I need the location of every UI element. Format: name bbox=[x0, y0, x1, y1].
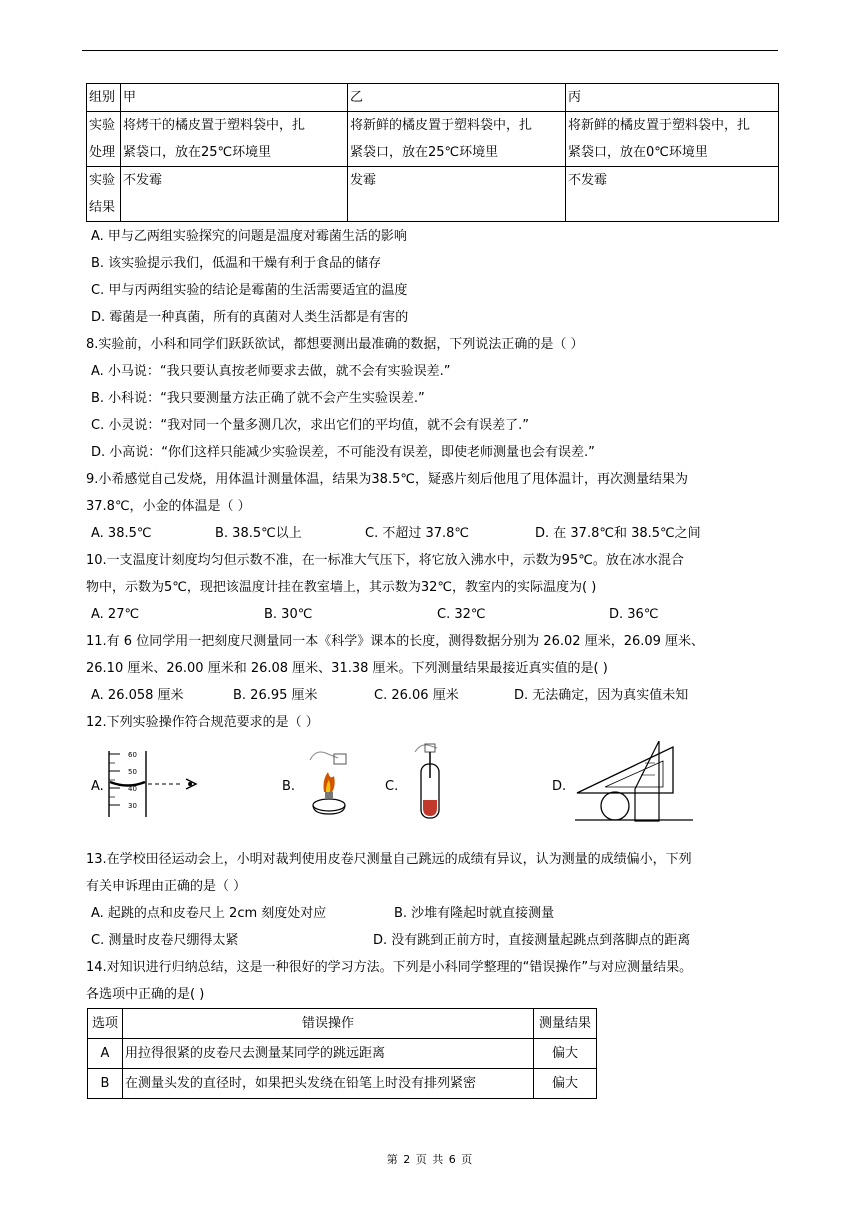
option-b: B. 38.5℃以上 bbox=[215, 526, 302, 541]
table-cell bbox=[87, 167, 121, 222]
question-stem: 8.实验前，小科和同学们跃跃欲试，都想要测出最准确的数据，下列说法正确的是（ ） bbox=[86, 337, 584, 352]
options-row bbox=[86, 520, 780, 547]
option-a: A. 26.058 厘米 bbox=[91, 688, 184, 703]
cell-line: 处理 bbox=[89, 145, 116, 160]
table-row bbox=[88, 1069, 597, 1099]
scale-tick-30: 30 bbox=[128, 802, 137, 810]
table-row bbox=[87, 84, 779, 112]
scale-tick-60: 60 bbox=[128, 751, 137, 759]
cell-line: 将新鲜的橘皮置于塑料袋中，扎 bbox=[568, 118, 751, 133]
error-operation-table bbox=[87, 1008, 597, 1099]
table-cell: 偏大 bbox=[534, 1039, 597, 1069]
question-stem: 26.10 厘米、26.00 厘米和 26.08 厘米、31.38 厘米。下列测量结果最接近真实值的是( ) bbox=[86, 661, 608, 676]
option-c: C. 26.06 厘米 bbox=[374, 688, 459, 703]
option-a: A. 38.5℃ bbox=[91, 526, 152, 541]
cell-line: 结果 bbox=[89, 200, 116, 215]
table-cell: 在测量头发的直径时，如果把头发绕在铅笔上时没有排列紧密 bbox=[123, 1069, 534, 1099]
figure-label-a: A. bbox=[91, 779, 104, 794]
option-d: D. 小高说：“你们这样只能减少实验误差，不可能没有误差，即使老师测量也会有误差.” bbox=[91, 445, 595, 460]
question-stem: 有关申诉理由正确的是（ ） bbox=[86, 879, 247, 894]
option-b: B. 26.95 厘米 bbox=[233, 688, 318, 703]
option-c: C. 32℃ bbox=[437, 607, 486, 622]
table-cell: 丙 bbox=[566, 84, 779, 112]
option-c: C. 甲与丙两组实验的结论是霉菌的生活需要适宜的温度 bbox=[91, 283, 408, 298]
cell-line: 实验 bbox=[89, 118, 116, 133]
table-cell bbox=[566, 112, 779, 167]
option-d: D. 霉菌是一种真菌，所有的真菌对人类生活都是有害的 bbox=[91, 310, 409, 325]
table-row bbox=[87, 112, 779, 167]
options-row bbox=[86, 682, 780, 709]
question-stem: 各选项中正确的是( ) bbox=[86, 987, 205, 1002]
question-14 bbox=[86, 954, 780, 1099]
table-cell: B bbox=[88, 1069, 123, 1099]
scale-tick-40: 40 bbox=[128, 785, 137, 793]
graduated-cylinder-figure bbox=[106, 751, 206, 817]
table-cell: 偏大 bbox=[534, 1069, 597, 1099]
test-tube-dropper-figure bbox=[401, 738, 461, 822]
table-cell: 错误操作 bbox=[123, 1009, 534, 1039]
option-c: C. 测量时皮卷尺绷得太紧 bbox=[91, 933, 239, 948]
table-row bbox=[88, 1009, 597, 1039]
table-cell: 不发霉 bbox=[566, 167, 779, 222]
page-footer: 第 2 页 共 6 页 bbox=[386, 1153, 474, 1166]
question-10 bbox=[86, 547, 780, 628]
option-d: D. 在 37.8℃和 38.5℃之间 bbox=[535, 526, 701, 541]
table-cell: 选项 bbox=[88, 1009, 123, 1039]
experiment-table bbox=[86, 83, 779, 222]
option-d: D. 36℃ bbox=[609, 607, 659, 622]
question-stem: 物中，示数为5℃，现把该温度计挂在教室墙上，其示数为32℃，教室内的实际温度为( ) bbox=[86, 580, 597, 595]
option-b: B. 该实验提示我们，低温和干燥有利于食品的储存 bbox=[91, 256, 382, 271]
cell-line: 紧袋口，放在25℃环境里 bbox=[350, 145, 499, 160]
option-a: A. 起跳的点和皮卷尺上 2cm 刻度处对应 bbox=[91, 906, 327, 921]
scale-tick-50: 50 bbox=[128, 768, 137, 776]
figure-label-b: B. bbox=[282, 779, 296, 794]
table-cell: 发霉 bbox=[348, 167, 566, 222]
table-cell: A bbox=[88, 1039, 123, 1069]
q7-options bbox=[86, 223, 780, 331]
table-cell: 不发霉 bbox=[121, 167, 348, 222]
figure-label-c: C. bbox=[385, 779, 399, 794]
table-row bbox=[87, 167, 779, 222]
option-a: A. 27℃ bbox=[91, 607, 140, 622]
table-row bbox=[88, 1039, 597, 1069]
cell-line: 实验 bbox=[89, 173, 116, 188]
table-cell: 测量结果 bbox=[534, 1009, 597, 1039]
page-content bbox=[86, 83, 780, 1099]
table-cell bbox=[87, 112, 121, 167]
option-b: B. 小科说：“我只要测量方法正确了就不会产生实验误差.” bbox=[91, 391, 425, 406]
option-d: D. 没有跳到正前方时，直接测量起跳点到落脚点的距离 bbox=[373, 933, 691, 948]
question-stem: 11.有 6 位同学用一把刻度尺测量同一本《科学》课本的长度，测得数据分别为 26.02 厘米，26.09 厘米、 bbox=[86, 634, 705, 649]
question-stem: 10.一支温度计刻度均匀但示数不准，在一标准大气压下，将它放入沸水中，示数为95℃。放在冰水混合 bbox=[86, 553, 684, 568]
option-a: A. 甲与乙两组实验探究的问题是温度对霉菌生活的影响 bbox=[91, 229, 407, 244]
options-row bbox=[86, 900, 780, 927]
figure-label-d: D. bbox=[552, 779, 567, 794]
option-d: D. 无法确定，因为真实值未知 bbox=[514, 688, 689, 703]
question-stem: 9.小希感觉自己发烧，用体温计测量体温，结果为38.5℃，疑惑片刻后他甩了甩体温计，再次测量结果为 bbox=[86, 472, 688, 487]
table-cell bbox=[121, 112, 348, 167]
question-13 bbox=[86, 846, 780, 954]
question-9 bbox=[86, 466, 780, 547]
triangle-ruler-figure bbox=[575, 741, 695, 827]
option-c: C. 小灵说：“我对同一个量多测几次，求出它们的平均值，就不会有误差了.” bbox=[91, 418, 529, 433]
option-b: B. 30℃ bbox=[264, 607, 313, 622]
question-stem: 14.对知识进行归纳总结，这是一种很好的学习方法。下列是小科同学整理的“错误操作”与对应测量结果。 bbox=[86, 960, 693, 975]
option-b: B. 沙堆有隆起时就直接测量 bbox=[394, 906, 555, 921]
table-cell: 乙 bbox=[348, 84, 566, 112]
cell-line: 紧袋口，放在25℃环境里 bbox=[123, 145, 272, 160]
options-row bbox=[86, 927, 780, 954]
options-row bbox=[86, 601, 780, 628]
table-cell: 用拉得很紧的皮卷尺去测量某同学的跳远距离 bbox=[123, 1039, 534, 1069]
question-stem: 37.8℃，小金的体温是（ ） bbox=[86, 499, 251, 514]
table-cell: 甲 bbox=[121, 84, 348, 112]
cell-line: 紧袋口，放在0℃环境里 bbox=[568, 145, 708, 160]
question-stem: 13.在学校田径运动会上，小明对裁判使用皮卷尺测量自己跳远的成绩有异议，认为测量的成绩偏小，下列 bbox=[86, 852, 692, 867]
question-12 bbox=[86, 709, 780, 846]
cell-line: 将烤干的橘皮置于塑料袋中，扎 bbox=[123, 118, 306, 133]
question-8 bbox=[86, 331, 780, 466]
table-cell: 组别 bbox=[87, 84, 121, 112]
question-stem: 12.下列实验操作符合规范要求的是（ ） bbox=[86, 715, 319, 730]
alcohol-lamp-figure bbox=[308, 740, 368, 822]
cell-line: 将新鲜的橘皮置于塑料袋中，扎 bbox=[350, 118, 533, 133]
option-a: A. 小马说：“我只要认真按老师要求去做，就不会有实验误差.” bbox=[91, 364, 451, 379]
question-11 bbox=[86, 628, 780, 709]
header-rule bbox=[82, 50, 778, 51]
table-cell bbox=[348, 112, 566, 167]
figure-row bbox=[86, 736, 780, 846]
option-c: C. 不超过 37.8℃ bbox=[365, 526, 470, 541]
